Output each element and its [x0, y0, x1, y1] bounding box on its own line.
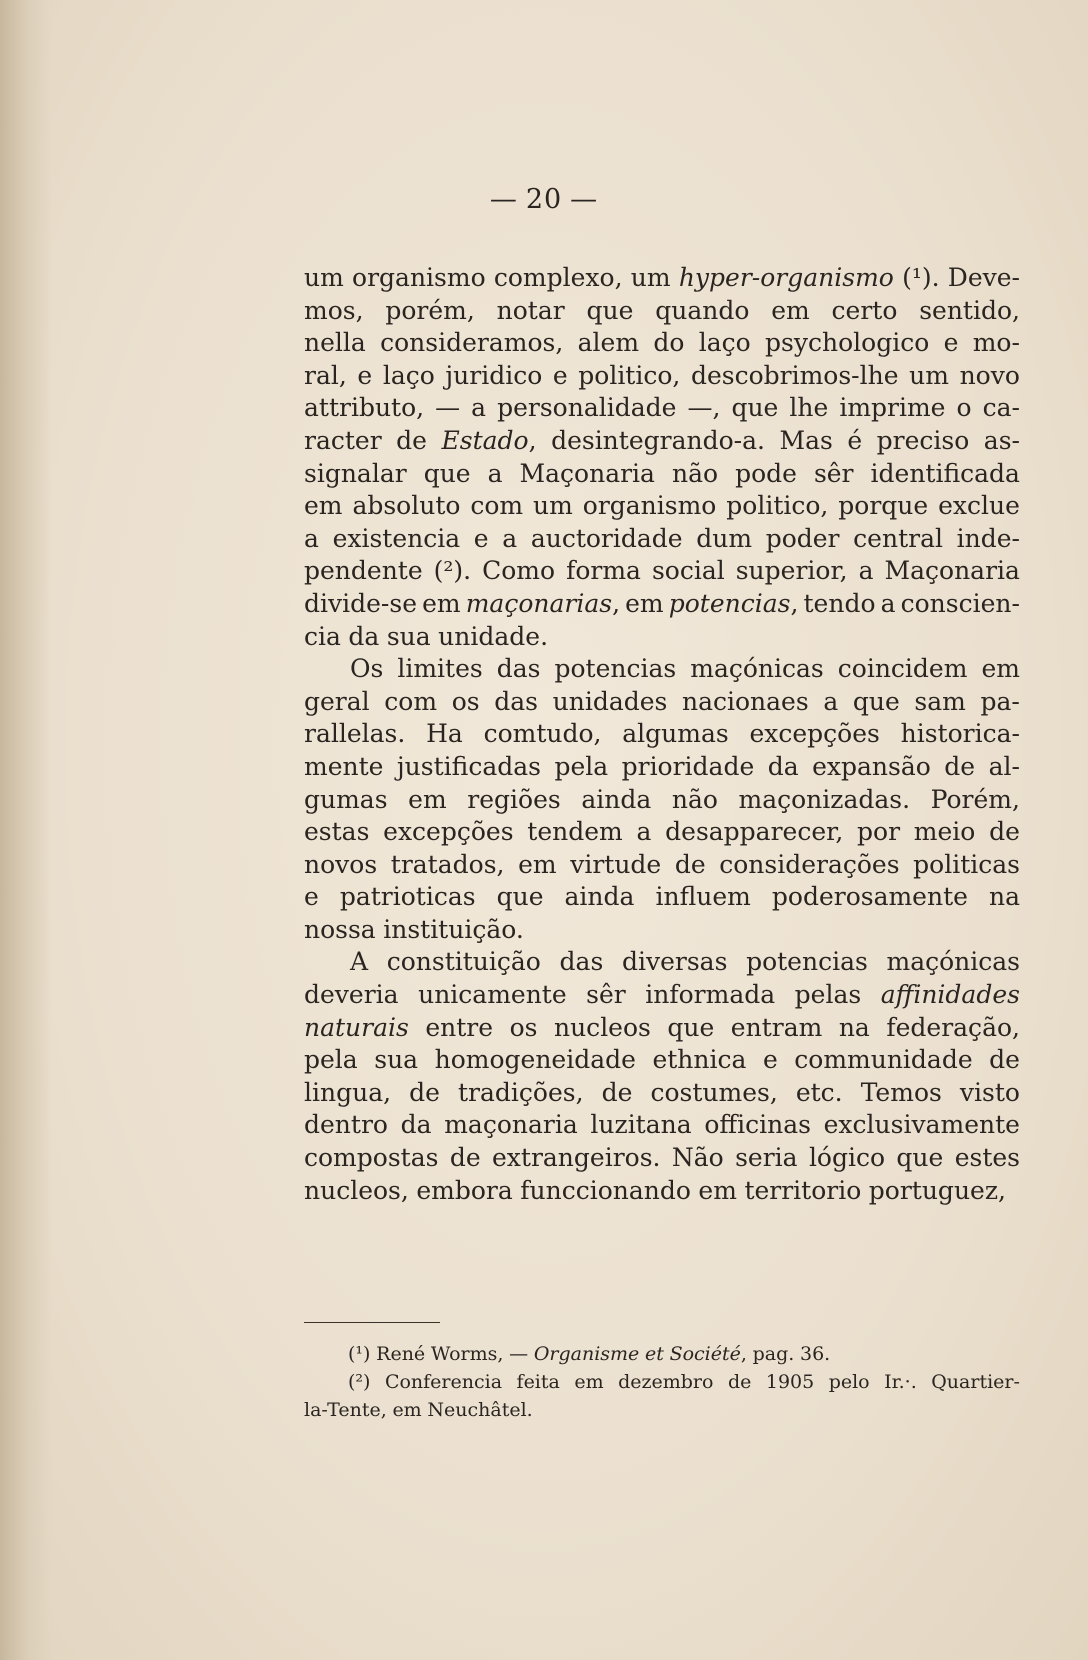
text-line: attributo, — a personalidade —, que lhe imprime o ca- [304, 393, 1020, 423]
page-header [0, 184, 1088, 215]
text-line: pendente (²). Como forma social superior, a Maçonaria [304, 556, 1020, 586]
header-dash-left: — [489, 184, 518, 215]
text-line: cia da sua unidade. [304, 621, 549, 651]
text-line: compostas de extrangeiros. Não seria lógico que estes [304, 1143, 1020, 1173]
text-line: estas excepções tendem a desapparecer, por meio de [304, 817, 1020, 847]
footnote-line: (¹) René Worms, — Organisme et Société, pag. 36. [348, 1343, 831, 1365]
text-line: deveria unicamente sêr informada pelas affinidades [304, 980, 1020, 1010]
footnote-line: la-Tente, em Neuchâtel. [304, 1399, 533, 1421]
text-line: mos, porém, notar que quando em certo sentido, [304, 295, 1020, 325]
text-line: nella consideramos, alem do laço psychologico e mo- [304, 328, 1020, 358]
text-line: naturais entre os nucleos que entram na federação, [304, 1012, 1020, 1042]
text-line: a existencia e a auctoridade dum poder central inde- [304, 523, 1020, 553]
text-line: um organismo complexo, um hyper-organismo (¹). Deve- [304, 263, 1020, 292]
header-dash-right: — [570, 184, 599, 215]
text-line: gumas em regiões ainda não maçonizadas. Porém, [304, 784, 1020, 814]
text-line: mente justificadas pela prioridade da expansão de al- [304, 751, 1020, 781]
text-line: novos tratados, em virtude de considerações politicas [304, 849, 1020, 879]
text-line: geral com os das unidades nacionaes a que sam pa- [304, 686, 1020, 716]
footnotes [304, 1340, 1020, 1424]
text-line: em absoluto com um organismo politico, porque exclue [304, 491, 1020, 521]
text-line: Os limites das potencias maçónicas coincidem em [350, 654, 1020, 684]
text-line: ral, e laço juridico e politico, descobrimos-lhe um novo [304, 360, 1020, 390]
text-line: nucleos, embora funccionando em territorio portuguez, [304, 1175, 1006, 1205]
body-text [304, 262, 1020, 1207]
page-binding-shadow [0, 0, 52, 1660]
page-number: 20 [525, 184, 563, 215]
text-line: A constituição das diversas potencias maçónicas [350, 947, 1020, 977]
text-line: lingua, de tradições, de costumes, etc. Temos visto [304, 1077, 1020, 1107]
footnote-line: (²) Conferencia feita em dezembro de 1905 pelo Ir.·. Quartier- [348, 1371, 1020, 1393]
text-line: dentro da maçonaria luzitana officinas exclusivamente [304, 1110, 1020, 1140]
text-line: racter de Estado, desintegrando-a. Mas é preciso as- [304, 425, 1020, 455]
footnote-divider [304, 1322, 440, 1323]
text-line: e patrioticas que ainda influem poderosamente na [304, 882, 1020, 912]
text-line: nossa instituição. [304, 914, 524, 944]
text-line: rallelas. Ha comtudo, algumas excepções historica- [304, 719, 1020, 749]
text-line: divide-se em maçonarias, em potencias, tendo a conscien- [304, 588, 1020, 618]
text-line: pela sua homogeneidade ethnica e communidade de [304, 1045, 1020, 1075]
text-line: signalar que a Maçonaria não pode sêr identificada [304, 458, 1020, 488]
